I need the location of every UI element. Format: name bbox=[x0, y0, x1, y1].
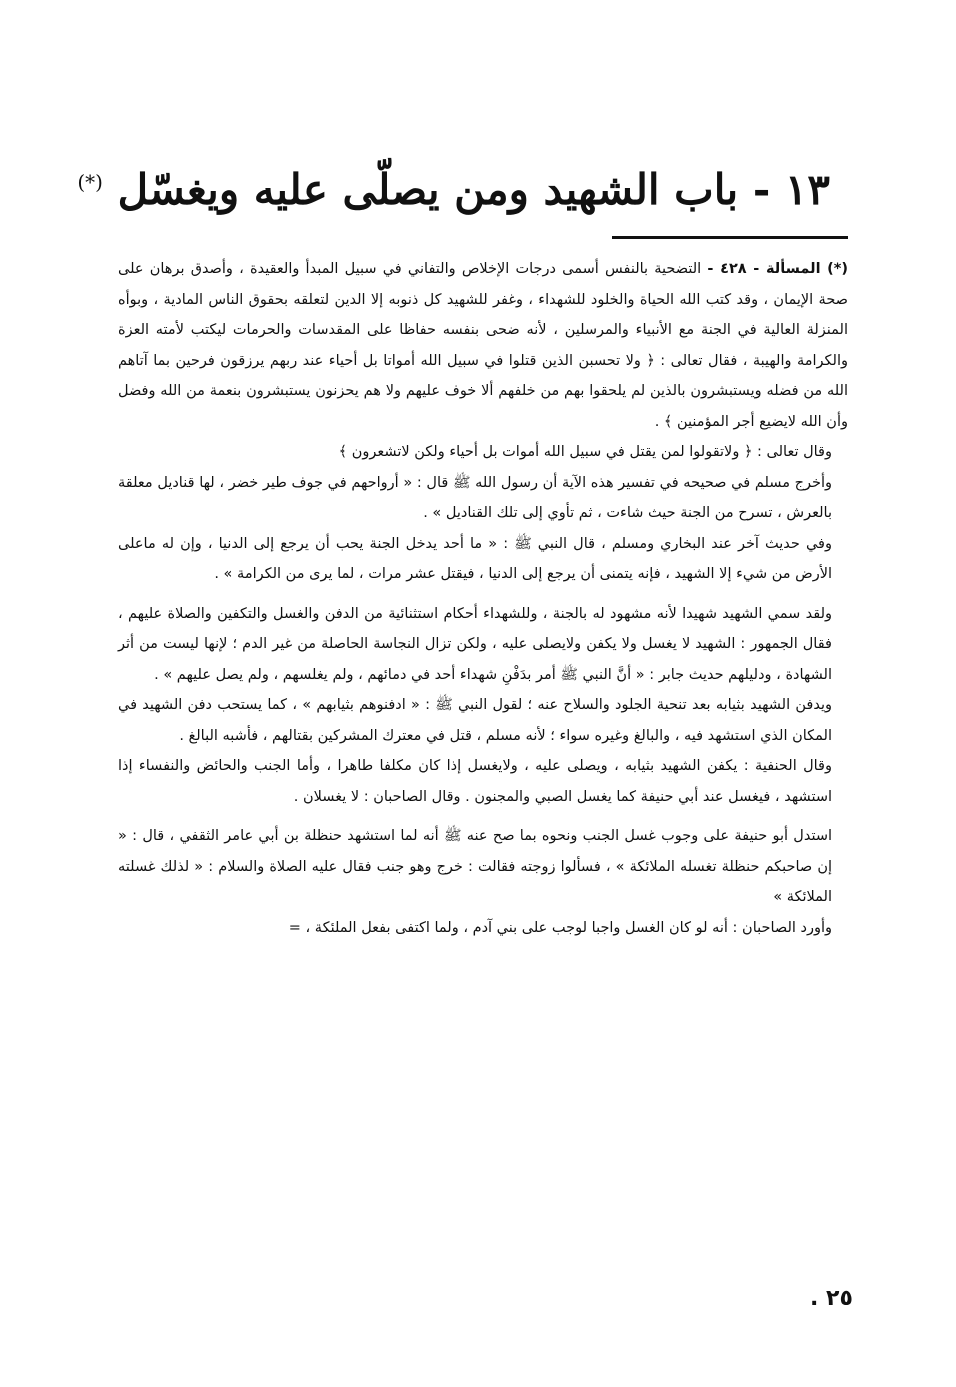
issue-label: (*) المسألة - ٤٢٨ - bbox=[707, 261, 849, 277]
chapter-title bbox=[77, 140, 830, 232]
paragraph-5: ولقد سمي الشهيد شهيدا لأنه مشهود له بالجنة ، وللشهداء أحكام استثنائية من الدفن والغسل والتكفين والصلاة عليهم ، فقال الجمهور : الشهيد لا يغسل ولا يكفن ولايصلى عليه ، ولكن تزال النجاسة الحاصلة من غير الدم ؛ لإنها ليست من أثر الشهادة ، ودليلهم حديث جابر : « أنَّ النبي ﷺ أمر بدَفْنِ شهداء أحد في دمائهم ، ولم يغلسهم ، ولم يصل عليهم » . bbox=[118, 605, 832, 683]
paragraph-2: وقال تعالى : ﴿ ولاتقولوا لمن يقتل في سبيل الله أموات بل أحياء ولكن لاتشعرون ﴾ bbox=[338, 444, 832, 460]
paragraph-8: استدل أبو حنيفة على وجوب غسل الجنب ونحوه بما صح عنه ﷺ أنه لما استشهد حنظلة بن أبي عامر الثقفي ، قال : « إن صاحبكم حنظلة تغسله الملائكة » ، فسألوا زوجته فقالت : خرج وهو جنب فقال عليه الصلاة والسلام : « لذلك غسلته الملائكة » bbox=[118, 828, 832, 905]
page-number: ٢٥ . bbox=[810, 1286, 853, 1311]
paragraph-3: وأخرج مسلم في صحيحه في تفسير هذه الآية أن رسول الله ﷺ قال : « أرواحهم في جوف طير خضر ، لها قناديل معلقة بالعرش ، تسرح من الجنة حيث شاءت ، ثم تأوي إلى تلك القناديل » . bbox=[118, 474, 832, 521]
paragraph-7: وقال الحنفية : يكفن الشهيد بثيابه ، ويصلى عليه ، ولايغسل إذا كان مكلفا طاهرا ، وأما الجنب والحائض والنفساء إذا استشهد ، فيغسل عند أبي حنيفة كما يغسل الصبي والمجنون . وقال الصاحبان : لا يغسلان . bbox=[118, 758, 832, 805]
title-footnote-mark: (*) bbox=[77, 170, 103, 194]
paragraph-9: وأورد الصاحبان : أنه لو كان الغسل واجبا لوجب على بني آدم ، ولما اكتفى بفعل الملئكة ، = bbox=[288, 919, 832, 936]
paragraph-1 bbox=[118, 254, 848, 437]
paragraph-6: ويدفن الشهيد بثيابه بعد تنحية الجلود والسلاح عنه ؛ لقول النبي ﷺ : « ادفنوهم بثيابهم » ، كما يستحب دفن الشهيد في المكان الذي استشهد فيه ، والبالغ وغيره سواء ؛ لأنه مسلم ، قتل في معترك المشركين بقتالهم ، فأشبه البالغ . bbox=[118, 697, 832, 744]
footnote-separator-rule bbox=[612, 236, 848, 239]
chapter-title-text: ١٣ - باب الشهيد ومن يصلّى عليه ويغسّل bbox=[117, 165, 830, 214]
paragraph-4: وفي حديث آخر عند البخاري ومسلم ، قال النبي ﷺ : « ما أحد يدخل الجنة يحب أن يرجع إلى الدنيا ، وإن له ماعلى الأرض من شيء إلا الشهيد ، فإنه يتمنى أن يرجع إلى الدنيا ، فيقتل عشر مرات ، لما يرى من الكرامة » . bbox=[118, 535, 832, 582]
footnote-body bbox=[118, 254, 848, 943]
paragraph-1-text: التضحية بالنفس أسمى درجات الإخلاص والتفاني في سبيل المبدأ والعقيدة ، وأصدق برهان على صحة الإيمان ، وقد كتب الله الحياة والخلود للشهداء ، وغفر للشهيد كل ذنوبه إلا الدين لتعلقه بحقوق الناس المادية ، وبوأه المنزلة العالية في الجنة مع الأنبياء والمرسلين ، لأنه ضحى بنفسه حفاظا على المقدسات والحرمات ليكتب لأمته العزة والكرامة والهيبة ، فقال تعالى : ﴿ ولا تحسبن الذين قتلوا في سبيل الله أمواتا بل أحياء عند ربهم يرزقون فرحين بما آتاهم الله من فضله ويستبشرون بالذين لم يلحقوا بهم من خلفهم ألا خوف عليهم ولا هم يحزنون يستبشرون بنعمة من الله وفضل وأن الله لايضيع أجر المؤمنين ﴾ . bbox=[118, 261, 848, 430]
